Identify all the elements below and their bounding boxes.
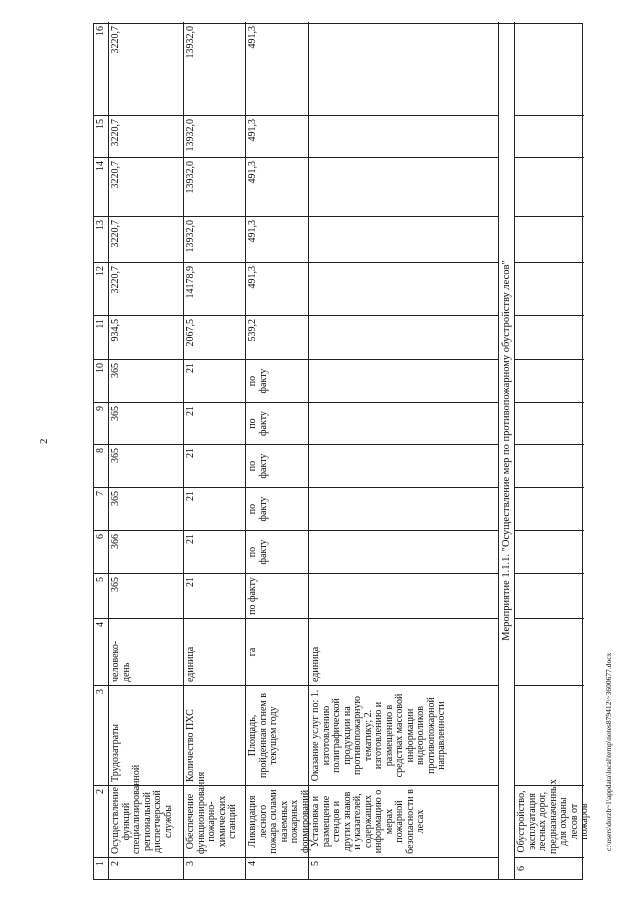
table-row xyxy=(245,22,311,879)
value-cell xyxy=(309,531,498,574)
value-cell: 365 xyxy=(109,488,183,531)
value-cell xyxy=(309,23,498,116)
value-cell: 365 xyxy=(109,360,183,403)
header-cell: 11 xyxy=(94,316,108,360)
value-cell: 491,3 xyxy=(246,158,308,217)
empty-cell xyxy=(515,263,584,316)
value-cell: 13932,0 xyxy=(184,158,245,217)
empty-cell xyxy=(515,445,584,488)
value-cell: 491,3 xyxy=(246,23,308,116)
empty-cell xyxy=(515,360,584,403)
table-row xyxy=(514,22,590,879)
empty-cell xyxy=(515,488,584,531)
value-cell: 3220,7 xyxy=(109,263,183,316)
value-cell: по факту xyxy=(246,360,308,403)
value-cell: по факту xyxy=(246,445,308,488)
header-cell: 3 xyxy=(94,686,108,786)
unit: единица xyxy=(309,619,498,686)
value-cell: по факту xyxy=(246,574,308,619)
empty-cell xyxy=(515,686,584,786)
data-table xyxy=(93,23,590,880)
unit: человеко-день xyxy=(109,619,183,686)
value-cell: 366 xyxy=(109,531,183,574)
value-cell xyxy=(309,488,498,531)
header-cell: 16 xyxy=(94,23,108,116)
value-cell: 491,3 xyxy=(246,263,308,316)
value-cell: 13932,0 xyxy=(184,217,245,263)
value-cell: 491,3 xyxy=(246,217,308,263)
value-cell: 365 xyxy=(109,574,183,619)
value-cell: 3220,7 xyxy=(109,23,183,116)
header-cell: 1 xyxy=(95,861,106,866)
value-cell: 365 xyxy=(109,445,183,488)
activity-name: Ликвидация лесного пожара силами наземных пожарных формирований xyxy=(246,786,308,858)
indicator-name: Площадь, пройденная огнем в текущем году xyxy=(246,686,308,786)
indicator-name: Оказание услуг по: 1. изготовлению полиграфической продукции на противопожарную тематику; 2. изготовлению и размещению в средствах массовой информации видеороликов противопожарной направленности xyxy=(309,686,498,786)
table-row xyxy=(308,22,498,879)
empty-cell xyxy=(515,403,584,445)
value-cell xyxy=(309,403,498,445)
value-cell: 3220,7 xyxy=(109,116,183,158)
value-cell: 13932,0 xyxy=(184,23,245,116)
activity-name: Обустройство, эксплуатация лесных дорог, предназначенных для охраны лесов от пожаров xyxy=(515,786,584,858)
table-header-row xyxy=(94,22,108,879)
value-cell: 21 xyxy=(184,531,245,574)
value-cell: 21 xyxy=(184,488,245,531)
header-cell: 2 xyxy=(94,786,108,858)
section-row xyxy=(498,22,514,879)
value-cell: 2067,5 xyxy=(184,316,245,360)
header-cell: 4 xyxy=(94,619,108,686)
section-title: Мероприятие 1.1.1. "Осуществление мер по противопожарному обустройству лесов" xyxy=(501,260,512,641)
value-cell: 3220,7 xyxy=(109,217,183,263)
table-row xyxy=(183,22,245,879)
header-cell: 15 xyxy=(94,116,108,158)
empty-cell xyxy=(515,531,584,574)
value-cell: 13932,0 xyxy=(184,116,245,158)
row-number: 2 xyxy=(110,861,121,866)
rotated-table-sheet xyxy=(93,23,590,880)
empty-cell xyxy=(515,217,584,263)
value-cell: 14178,9 xyxy=(184,263,245,316)
value-cell: 365 xyxy=(109,403,183,445)
indicator-name: Трудозатраты xyxy=(109,686,183,786)
value-cell xyxy=(309,217,498,263)
value-cell xyxy=(309,445,498,488)
page-number: 2 xyxy=(38,438,50,444)
value-cell: по факту xyxy=(246,531,308,574)
header-cell: 10 xyxy=(94,360,108,403)
header-cell: 6 xyxy=(94,531,108,574)
empty-cell xyxy=(515,574,584,619)
unit: единица xyxy=(184,619,245,686)
value-cell: 21 xyxy=(184,445,245,488)
header-cell: 9 xyxy=(94,403,108,445)
header-cell: 5 xyxy=(94,574,108,619)
value-cell xyxy=(309,116,498,158)
value-cell: 21 xyxy=(184,360,245,403)
activity-name: Осуществление функций специализированной региональной диспетчерской службы xyxy=(109,786,183,858)
indicator-name: Количество ПХС xyxy=(184,686,245,786)
empty-cell xyxy=(515,316,584,360)
value-cell xyxy=(309,158,498,217)
value-cell xyxy=(309,574,498,619)
header-cell: 8 xyxy=(94,445,108,488)
header-cell: 7 xyxy=(94,488,108,531)
file-path-footer: c:\users\dorzh~1\appdata\local\temp\notes879412\~3600677.docx xyxy=(604,652,613,851)
empty-cell xyxy=(515,619,584,686)
value-cell: 491,3 xyxy=(246,116,308,158)
row-number: 5 xyxy=(310,861,321,866)
header-cell: 14 xyxy=(94,158,108,217)
empty-cell xyxy=(515,158,584,217)
empty-cell xyxy=(515,116,584,158)
header-cell: 12 xyxy=(94,263,108,316)
value-cell: 3220,7 xyxy=(109,158,183,217)
value-cell xyxy=(309,316,498,360)
row-number: 6 xyxy=(516,866,527,871)
activity-name: Установка и размещение стендов и других знаков и указателей, содержащих информацию о мерах пожарной безопасности в лесах xyxy=(309,786,498,858)
value-cell: 21 xyxy=(184,574,245,619)
value-cell xyxy=(309,263,498,316)
value-cell: 934,5 xyxy=(109,316,183,360)
value-cell: 21 xyxy=(184,403,245,445)
header-cell: 13 xyxy=(94,217,108,263)
value-cell xyxy=(309,360,498,403)
row-number: 3 xyxy=(185,861,196,866)
table-row xyxy=(108,22,183,879)
empty-cell xyxy=(515,23,584,116)
row-number: 4 xyxy=(247,861,258,866)
value-cell: по факту xyxy=(246,488,308,531)
value-cell: 539,2 xyxy=(246,316,308,360)
activity-name: Обеспечение функционирования пожарно-химических станций xyxy=(184,786,245,858)
unit: га xyxy=(246,619,308,686)
value-cell: по факту xyxy=(246,403,308,445)
